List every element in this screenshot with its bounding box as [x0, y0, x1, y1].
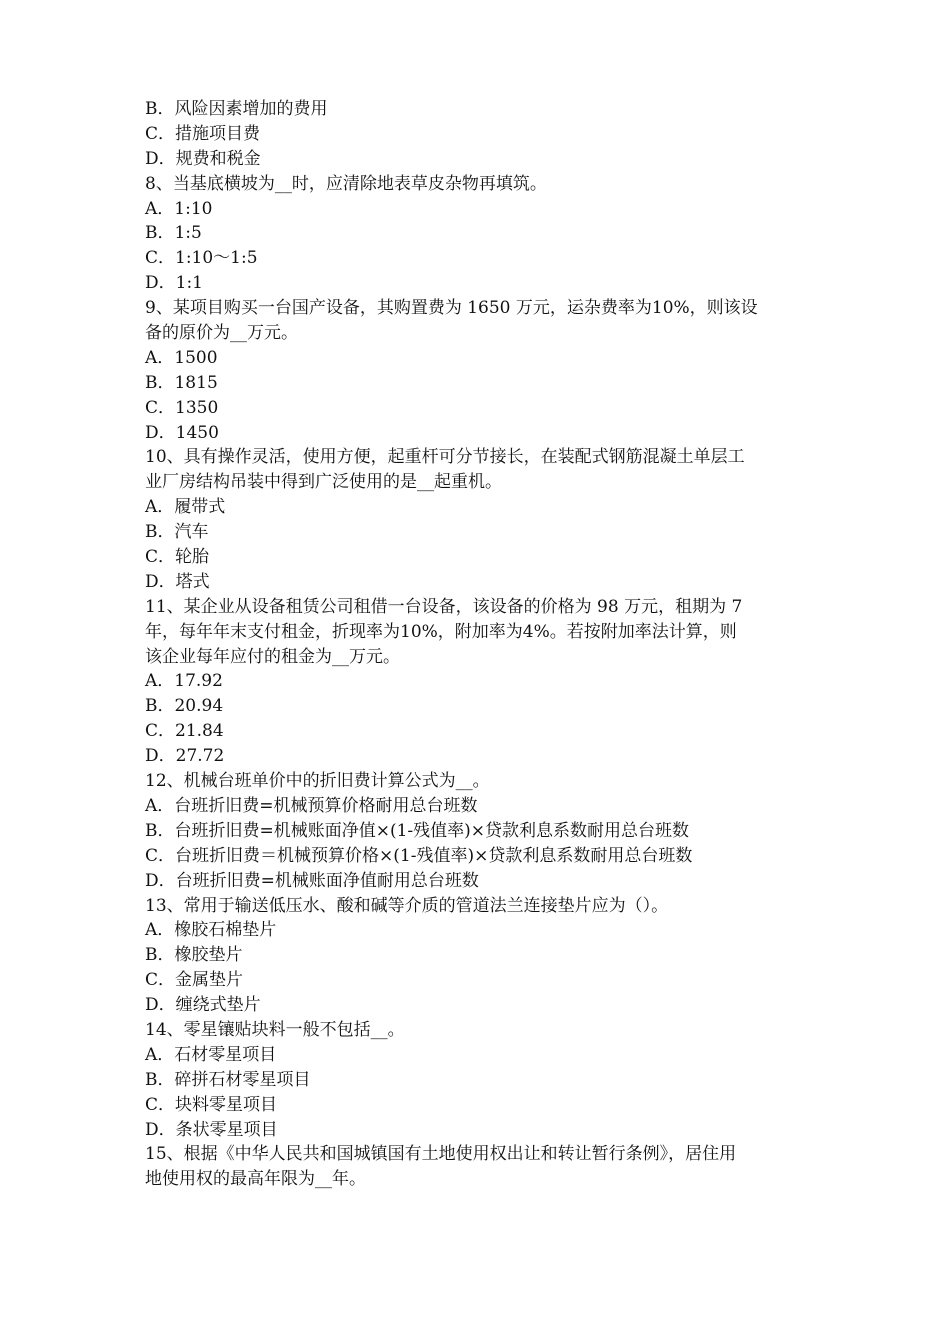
question-text-line: 13、常用于输送低压水、酸和碱等介质的管道法兰连接垫片应为（）。: [145, 895, 669, 916]
question-text-line: 8、当基底横坡为__时，应清除地表草皮杂物再填筑。: [145, 173, 547, 194]
answer-option-line: D．1450: [145, 422, 219, 443]
question-text-line: 14、零星镶贴块料一般不包括__。: [145, 1019, 405, 1040]
answer-option-line: A．石材零星项目: [145, 1044, 277, 1065]
answer-option-line: B．风险因素增加的费用: [145, 99, 328, 119]
answer-option-line: C．块料零星项目: [145, 1094, 278, 1115]
answer-option-line: A．1500: [145, 347, 218, 368]
document-body: [145, 97, 815, 1192]
question-text-line: 11、某企业从设备租赁公司租借一台设备，该设备的价格为 98 万元，租期为 7: [145, 596, 743, 617]
answer-option-line: B．1:5: [145, 223, 202, 244]
answer-option-line: B．1815: [145, 372, 218, 393]
answer-option-line: C．台班折旧费＝机械预算价格×(1-残值率)×贷款利息系数耐用总台班数: [145, 845, 693, 866]
question-text-line: 15、根据《中华人民共和国城镇国有土地使用权出让和转让暂行条例》，居住用: [145, 1144, 737, 1165]
answer-option-line: D．缠绕式垫片: [145, 995, 261, 1016]
question-text-line: 年，每年年末支付租金，折现率为10%，附加率为4%。若按附加率法计算，则: [145, 621, 737, 642]
answer-option-line: C．21.84: [145, 721, 224, 742]
answer-option-line: D．27.72: [145, 746, 225, 767]
answer-option-line: C．措施项目费: [145, 123, 261, 144]
answer-option-line: B．汽车: [145, 522, 209, 543]
answer-option-line: C．1:10～1:5: [145, 248, 258, 269]
question-text-line: 10、具有操作灵活，使用方便，起重杆可分节接长，在装配式钢筋混凝土单层工: [145, 447, 745, 468]
answer-option-line: D．规费和税金: [145, 148, 261, 169]
answer-option-line: D．台班折旧费=机械账面净值耐用总台班数: [145, 870, 479, 891]
question-text-line: 地使用权的最高年限为__年。: [145, 1169, 366, 1190]
answer-option-line: B．碎拼石材零星项目: [145, 1069, 311, 1090]
answer-option-line: D．条状零星项目: [145, 1119, 278, 1140]
question-text-line: 12、机械台班单价中的折旧费计算公式为__。: [145, 771, 490, 792]
question-text-line: 9、某项目购买一台国产设备，其购置费为 1650 万元，运杂费率为10%，则该设: [145, 298, 758, 319]
answer-option-line: A．履带式: [145, 497, 226, 518]
answer-option-line: D．1:1: [145, 273, 203, 294]
answer-option-line: C．轮胎: [145, 547, 210, 568]
answer-option-line: D．塔式: [145, 571, 210, 592]
answer-option-line: A．1:10: [145, 198, 213, 219]
question-text-line: 业厂房结构吊装中得到广泛使用的是__起重机。: [145, 472, 502, 493]
question-text-line: 该企业每年应付的租金为__万元。: [145, 646, 400, 667]
question-text-line: 备的原价为__万元。: [145, 323, 298, 344]
answer-option-line: B．橡胶垫片: [145, 945, 243, 966]
answer-option-line: A．橡胶石棉垫片: [145, 920, 277, 941]
answer-option-line: C．1350: [145, 397, 219, 418]
answer-option-line: C．金属垫片: [145, 970, 244, 991]
answer-option-line: A．台班折旧费=机械预算价格耐用总台班数: [145, 795, 478, 816]
document-page: [145, 97, 815, 1192]
answer-option-line: A．17.92: [145, 671, 223, 692]
answer-option-line: B．台班折旧费=机械账面净值×(1-残值率)×贷款利息系数耐用总台班数: [145, 820, 690, 841]
answer-option-line: B．20.94: [145, 696, 224, 717]
